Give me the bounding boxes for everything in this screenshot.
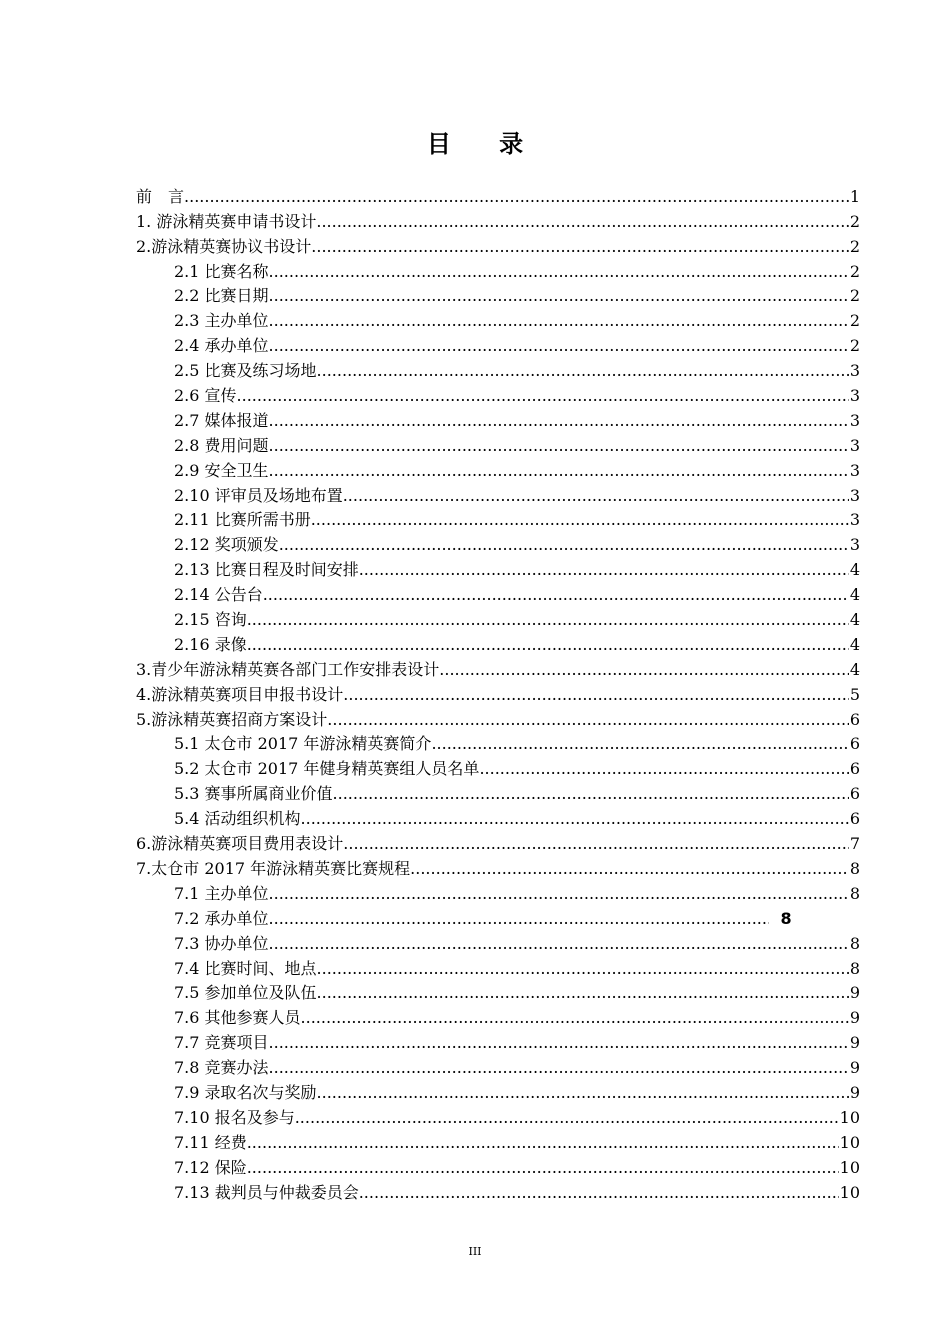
toc-entry-label: 7.2 承办单位: [174, 908, 269, 928]
toc-entry-label: 1. 游泳精英赛申请书设计: [136, 211, 317, 231]
toc-entry-label: 5.游泳精英赛招商方案设计: [136, 709, 328, 729]
toc-entry[interactable]: [136, 506, 860, 531]
toc-entry[interactable]: [136, 257, 860, 282]
toc-entry-page: 4: [849, 634, 860, 654]
toc-entry-label: 7.12 保险: [174, 1157, 247, 1177]
dot-leader: [269, 336, 849, 356]
toc-entry-label: 前 言: [136, 186, 185, 206]
dot-leader: [359, 1183, 839, 1203]
toc-entry[interactable]: [136, 804, 860, 829]
toc-entry[interactable]: [136, 356, 860, 381]
toc-entry-page: 2: [849, 286, 860, 306]
dot-leader: [247, 1158, 839, 1178]
toc-entry-label: 2.14 公告台: [174, 585, 263, 605]
toc-entry[interactable]: [136, 705, 860, 730]
toc-entry-label: 2.1 比赛名称: [174, 261, 269, 281]
toc-entry[interactable]: [136, 1128, 860, 1153]
toc-entry-label: 4.游泳精英赛项目申报书设计: [136, 684, 344, 704]
toc-entry-label: 2.9 安全卫生: [174, 460, 269, 480]
dot-leader: [269, 311, 849, 331]
toc-entry-page: 4: [849, 610, 860, 630]
toc-entry[interactable]: [136, 829, 860, 854]
toc-entry-label: 7.6 其他参赛人员: [174, 1008, 301, 1028]
toc-entry-label: 7.5 参加单位及队伍: [174, 983, 317, 1003]
toc-entry-page: 3: [849, 510, 860, 530]
toc-entry-label: 5.3 赛事所属商业价值: [174, 784, 333, 804]
dot-leader: [184, 187, 849, 207]
toc-entry-label: 7.4 比赛时间、地点: [174, 958, 317, 978]
toc-entry-page: 10: [839, 1132, 860, 1152]
dot-leader: [301, 809, 849, 829]
toc-entry[interactable]: [136, 605, 860, 630]
dot-leader: [343, 685, 849, 705]
toc-entry-label: 2.8 费用问题: [174, 435, 269, 455]
toc-entry-page: 2: [849, 211, 860, 231]
dot-leader: [269, 436, 849, 456]
table-of-contents: [136, 182, 860, 1203]
toc-entry[interactable]: [136, 555, 860, 580]
toc-entry[interactable]: [136, 1028, 860, 1053]
dot-leader: [237, 386, 849, 406]
toc-entry-page: 4: [849, 585, 860, 605]
toc-entry-page: 9: [849, 983, 860, 1003]
toc-entry[interactable]: [136, 730, 860, 755]
toc-entry-page: 3: [849, 485, 860, 505]
toc-entry-page: 2: [849, 261, 860, 281]
dot-leader: [269, 286, 849, 306]
toc-entry-page: 3: [849, 361, 860, 381]
toc-entry-page: 3: [849, 535, 860, 555]
toc-entry-label: 2.5 比赛及练习场地: [174, 361, 317, 381]
toc-entry-label: 5.4 活动组织机构: [174, 809, 301, 829]
toc-entry[interactable]: [136, 879, 860, 904]
toc-entry-page: 9: [849, 1082, 860, 1102]
toc-entry-label: 7.9 录取名次与奖励: [174, 1082, 317, 1102]
dot-leader: [439, 660, 849, 680]
dot-leader: [269, 411, 849, 431]
dot-leader: [269, 909, 769, 929]
dot-leader: [479, 759, 848, 779]
toc-entry-label: 2.16 录像: [174, 634, 247, 654]
dot-leader: [311, 237, 849, 257]
toc-entry[interactable]: [136, 580, 860, 605]
toc-entry-label: 5.1 太仓市 2017 年游泳精英赛简介: [174, 734, 432, 754]
toc-entry-page: 10: [839, 1107, 860, 1127]
toc-entry-page: 9: [849, 1033, 860, 1053]
toc-entry[interactable]: [136, 655, 860, 680]
toc-entry-page: 2: [849, 336, 860, 356]
toc-entry-label: 7.8 竞赛办法: [174, 1058, 269, 1078]
toc-entry-page: 4: [849, 659, 860, 679]
toc-entry[interactable]: [136, 530, 860, 555]
toc-entry[interactable]: [136, 1153, 860, 1178]
toc-entry-label: 2.游泳精英赛协议书设计: [136, 236, 312, 256]
dot-leader: [317, 361, 849, 381]
dot-leader: [431, 734, 848, 754]
toc-entry[interactable]: [136, 232, 860, 257]
toc-entry[interactable]: [136, 1178, 860, 1203]
toc-entry-page: 6: [849, 784, 860, 804]
toc-entry[interactable]: [136, 979, 860, 1004]
toc-entry[interactable]: [136, 1053, 860, 1078]
toc-entry-page: 3: [849, 460, 860, 480]
toc-entry[interactable]: [136, 282, 860, 307]
toc-entry-page: 8: [849, 958, 860, 978]
toc-entry-label: 7.1 主办单位: [174, 883, 269, 903]
toc-entry[interactable]: [136, 680, 860, 705]
toc-entry-page: 3: [849, 386, 860, 406]
dot-leader: [317, 1083, 849, 1103]
toc-entry[interactable]: [136, 1003, 860, 1028]
toc-entry[interactable]: [136, 904, 860, 929]
toc-entry[interactable]: [136, 406, 860, 431]
toc-entry[interactable]: [136, 854, 860, 879]
toc-entry-page: 8: [849, 858, 860, 878]
toc-entry[interactable]: [136, 331, 860, 356]
toc-entry[interactable]: [136, 182, 860, 207]
toc-entry-label: 2.13 比赛日程及时间安排: [174, 560, 359, 580]
dot-leader: [316, 212, 848, 232]
toc-entry-label: 2.6 宣传: [174, 386, 237, 406]
dot-leader: [269, 461, 849, 481]
toc-entry-label: 2.2 比赛日期: [174, 286, 269, 306]
toc-entry[interactable]: [136, 431, 860, 456]
toc-entry-page: 10: [839, 1157, 860, 1177]
toc-entry-label: 3.青少年游泳精英赛各部门工作安排表设计: [136, 659, 440, 679]
page-number-footer: III: [468, 1245, 482, 1258]
dot-leader: [247, 1133, 839, 1153]
dot-leader: [269, 1058, 849, 1078]
dot-leader: [343, 486, 849, 506]
dot-leader: [269, 884, 849, 904]
toc-entry[interactable]: [136, 456, 860, 481]
dot-leader: [279, 535, 849, 555]
toc-entry-label: 7.10 报名及参与: [174, 1107, 295, 1127]
toc-entry[interactable]: [136, 381, 860, 406]
toc-entry[interactable]: [136, 481, 860, 506]
toc-entry[interactable]: [136, 630, 860, 655]
dot-leader: [301, 1008, 849, 1028]
toc-entry-page: 6: [849, 709, 860, 729]
toc-entry-page: 6: [849, 759, 860, 779]
toc-entry-label: 2.15 咨询: [174, 610, 247, 630]
dot-leader: [295, 1108, 839, 1128]
toc-entry-label: 2.10 评审员及场地布置: [174, 485, 343, 505]
toc-entry-page: 7: [849, 834, 860, 854]
toc-entry[interactable]: [136, 207, 860, 232]
dot-leader: [269, 1033, 849, 1053]
dot-leader: [317, 959, 849, 979]
toc-entry[interactable]: [136, 779, 860, 804]
toc-entry[interactable]: [136, 306, 860, 331]
toc-entry-label: 5.2 太仓市 2017 年健身精英赛组人员名单: [174, 759, 480, 779]
toc-entry-page: 3: [849, 410, 860, 430]
toc-entry[interactable]: [136, 1103, 860, 1128]
toc-entry-page: 9: [849, 1008, 860, 1028]
page-title: 目 录: [426, 130, 544, 158]
toc-entry-page: 4: [849, 560, 860, 580]
dot-leader: [333, 784, 849, 804]
toc-entry-page: 3: [849, 435, 860, 455]
toc-entry-page: 6: [849, 809, 860, 829]
toc-entry-label: 2.11 比赛所需书册: [174, 510, 311, 530]
toc-entry-page: 2: [849, 311, 860, 331]
toc-entry-label: 2.4 承办单位: [174, 336, 269, 356]
dot-leader: [311, 510, 849, 530]
toc-entry-page: 6: [849, 734, 860, 754]
toc-entry-label: 7.13 裁判员与仲裁委员会: [174, 1182, 359, 1202]
dot-leader: [410, 859, 849, 879]
dot-leader: [247, 610, 849, 630]
toc-entry-label: 2.3 主办单位: [174, 311, 269, 331]
toc-entry[interactable]: [136, 754, 860, 779]
toc-entry[interactable]: [136, 1078, 860, 1103]
toc-entry-label: 6.游泳精英赛项目费用表设计: [136, 834, 344, 854]
dot-leader: [343, 834, 849, 854]
dot-leader: [359, 560, 849, 580]
dot-leader: [269, 934, 849, 954]
toc-entry-label: 7.太仓市 2017 年游泳精英赛比赛规程: [136, 858, 411, 878]
toc-entry-page: 2: [849, 236, 860, 256]
dot-leader: [247, 635, 849, 655]
toc-entry-page: 8: [849, 883, 860, 903]
toc-entry-label: 7.11 经费: [174, 1132, 247, 1152]
toc-entry-page: 8: [849, 933, 860, 953]
toc-entry[interactable]: [136, 954, 860, 979]
toc-entry-page: 10: [839, 1182, 860, 1202]
dot-leader: [317, 983, 849, 1003]
toc-entry-page: 1: [849, 186, 860, 206]
toc-entry[interactable]: [136, 929, 860, 954]
toc-entry-page: 8: [780, 908, 792, 928]
dot-leader: [269, 262, 849, 282]
toc-entry-page: 9: [849, 1058, 860, 1078]
toc-entry-label: 7.3 协办单位: [174, 933, 269, 953]
dot-leader: [263, 585, 849, 605]
toc-entry-page: 5: [849, 684, 860, 704]
dot-leader: [327, 710, 849, 730]
toc-entry-label: 2.12 奖项颁发: [174, 535, 279, 555]
toc-entry-label: 7.7 竞赛项目: [174, 1033, 269, 1053]
toc-entry-label: 2.7 媒体报道: [174, 410, 269, 430]
